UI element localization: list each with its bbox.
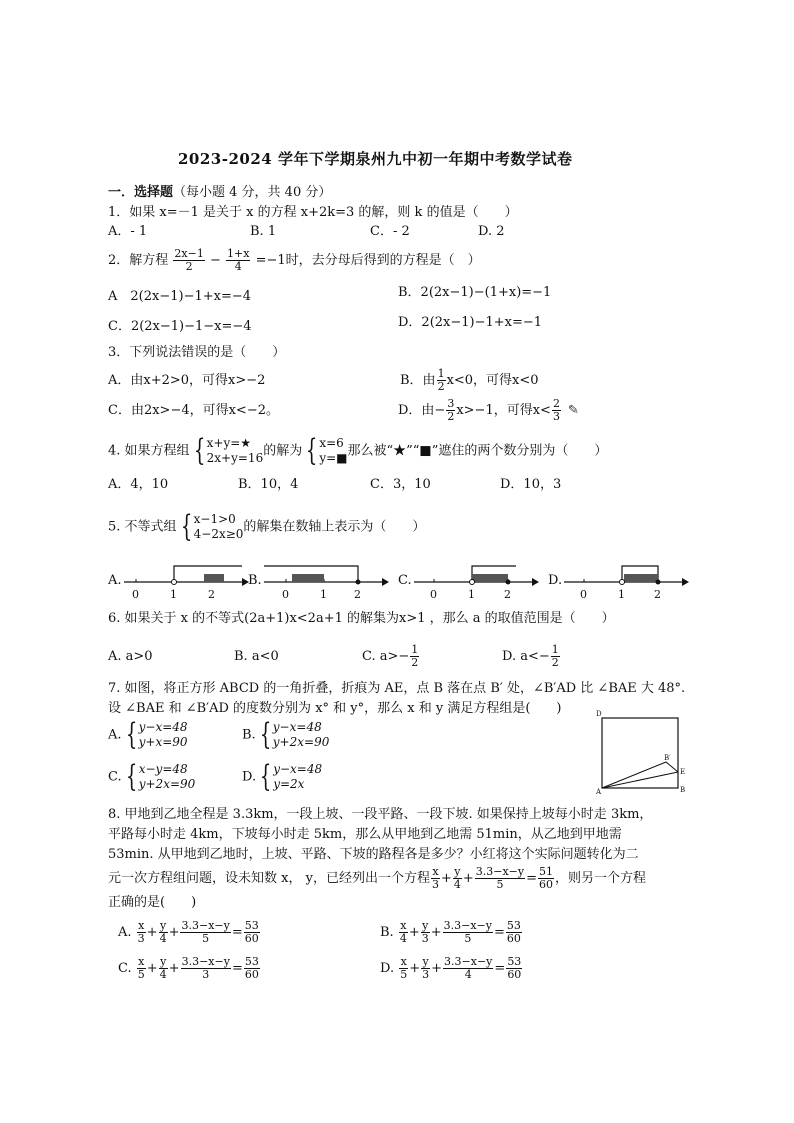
q4-system	[207, 436, 264, 466]
q8-c-f2	[159, 956, 168, 981]
q2-option-b: B．2(2x−1)−(1+x)=−1	[398, 285, 552, 300]
q8-a-f1-num: x	[138, 919, 145, 932]
q8-a-f4-num: 53	[244, 919, 259, 932]
q8-line4-post: ，则另一个方程	[555, 871, 647, 886]
q8-line-4: 元一次方程组问题，设未知数 x， y，已经列出一个方程 $\frac{x}{3}$ + $\frac{y}{4}$ + $\frac{3.3-x-y}{5}$ = $\frac{51}{60}$ ，则另一个方程	[108, 865, 647, 891]
q1-stem: 1．如果 x=－1 是关于 x 的方程 x+2k=3 的解，则 k 的值是（ ）	[108, 205, 518, 220]
q3-d-f1-num: 3	[447, 397, 455, 410]
q6-option-d	[502, 644, 561, 669]
q7-c-system	[139, 762, 196, 792]
q7-option-c	[108, 759, 196, 794]
q8-d-f3-den: 4	[464, 968, 472, 981]
q2-option-c: C．2(2x−1)−1−x=−4	[108, 319, 252, 334]
q2-f2-den: 4	[234, 260, 242, 273]
q8-b-f1	[399, 920, 408, 945]
q7-c-eq2: y+2x=90	[138, 777, 196, 791]
q8-d-f1-num: x	[400, 955, 407, 968]
q8-b-f1-den: 4	[399, 932, 407, 945]
q5-b-tick-0: 0	[282, 588, 289, 601]
q8-d-f3-num: 3.3−x−y	[444, 955, 493, 968]
q8-given-r: 51	[539, 865, 554, 878]
q8-a-f2	[159, 920, 168, 945]
q3-option-d	[398, 398, 562, 423]
q4-eq2: 2x+y=16	[206, 451, 264, 465]
q6-stem: 6. 如果关于 x 的不等式(2a+1)x<2a+1 的解集为x>1 ，那么 a 的取值范围是（ ）	[108, 611, 615, 626]
q4-stem	[108, 433, 608, 468]
q7-d-brace: {	[259, 759, 272, 794]
q4-stem-pre: 4. 如果方程组	[108, 443, 190, 459]
q2-option-d: D．2(2x−1)−1+x=−1	[398, 315, 543, 330]
q3-option-a: A．由x+2>0，可得x>−2	[108, 373, 266, 388]
folded-square-diagram	[596, 712, 686, 794]
q8-option-a: A. $\frac{x}{3}$ + $\frac{y}{4}$ + $\frac{3.3-x-y}{5}$ = $\frac{53}{60}$	[118, 919, 259, 945]
q3-b-den: 2	[437, 380, 445, 393]
fig-label-d: D	[596, 710, 602, 718]
q5-b-tick-2: 2	[354, 588, 361, 601]
q8-d-f2-den: 3	[422, 968, 430, 981]
q8-d-label: D.	[380, 961, 395, 976]
q4-option-a: A．4，10	[108, 477, 169, 492]
q5-c-tick-2: 2	[504, 588, 511, 601]
q6-d-num: 1	[551, 643, 559, 656]
section-note: （每小题 4 分，共 40 分）	[173, 185, 332, 200]
q8-given-rd: 60	[539, 878, 554, 891]
q7-b-eq1: y−x=48	[272, 720, 322, 734]
q1-option-b: B. 1	[250, 224, 277, 239]
q8-a-f4-den: 60	[244, 932, 259, 945]
q7-a-label: A.	[108, 727, 122, 743]
q8-c-f4	[244, 956, 260, 981]
q8-given-frac-4	[538, 866, 554, 891]
q8-b-f3-den: 5	[464, 932, 472, 945]
number-line-a	[122, 562, 250, 606]
q4-brace-1: {	[193, 433, 205, 468]
q8-line4-pre: 元一次方程组问题，设未知数 x， y，已经列出一个方程	[108, 871, 430, 886]
q8-b-label: B.	[380, 925, 394, 940]
q5-a-label: A.	[108, 573, 122, 588]
q3-d-f2-num: 2	[552, 397, 560, 410]
q5-b-label: B.	[248, 573, 262, 588]
q8-d-f3	[443, 956, 493, 981]
q2-option-a: A 2(2x−1)−1+x=−4	[108, 289, 252, 304]
exam-title: 2023-2024 学年下学期泉州九中初一年期中考数学试卷	[178, 150, 573, 168]
q7-option-d	[242, 759, 323, 794]
q4-option-d: D．10，3	[500, 477, 562, 492]
q6-option-b: B. a<0	[234, 649, 279, 664]
q8-b-f3	[443, 920, 493, 945]
q8-option-c: C. $\frac{x}{5}$ + $\frac{y}{4}$ + $\frac{3.3-x-y}{3}$ = $\frac{53}{60}$	[118, 955, 259, 981]
q4-brace-2: {	[306, 433, 318, 468]
q6-d-fraction	[551, 644, 560, 669]
q5-d-tick-2: 2	[654, 588, 661, 601]
q3-d-fraction-1	[446, 398, 455, 423]
q8-a-label: A.	[118, 925, 132, 940]
q8-line-5: 正确的是( )	[108, 895, 197, 910]
q7-a-eq2: y+x=90	[138, 735, 188, 749]
q8-b-f3-num: 3.3−x−y	[443, 919, 492, 932]
q8-option-b: B. $\frac{x}{4}$ + $\frac{y}{3}$ + $\frac{3.3-x-y}{5}$ = $\frac{53}{60}$	[380, 919, 521, 945]
q5-stem	[108, 509, 426, 544]
q7-b-brace: {	[259, 717, 271, 752]
q3-d-fraction-2	[552, 398, 561, 423]
q5-brace: {	[180, 509, 192, 544]
q8-c-f3-den: 3	[202, 968, 210, 981]
q8-d-f1	[399, 956, 408, 981]
q8-a-f3-den: 5	[202, 932, 210, 945]
q7-d-label: D.	[242, 769, 257, 785]
q7-c-eq1: x−y=48	[138, 762, 188, 776]
q3-d-pre: D．由−	[398, 403, 446, 418]
q8-given-cd: 5	[496, 878, 504, 891]
q8-given-frac-3	[475, 866, 525, 891]
q2-stem-post: =−1时，去分母后得到的方程是（ ）	[255, 253, 481, 268]
q8-a-f1	[137, 920, 146, 945]
q7-c-brace: {	[125, 759, 137, 794]
q7-a-system	[139, 720, 188, 750]
q8-d-f4-den: 60	[507, 968, 522, 981]
q8-given-frac-1	[431, 866, 440, 891]
q8-b-f1-num: x	[400, 919, 407, 932]
q8-c-f1	[137, 956, 146, 981]
q6-option-c	[362, 644, 420, 669]
q8-a-f3-num: 3.3−x−y	[181, 919, 230, 932]
q8-d-f4	[506, 956, 522, 981]
q7-b-eq2: y+2x=90	[272, 735, 330, 749]
q5-eq1: x−1>0	[193, 512, 236, 526]
q6-d-pre: D. a<−	[502, 649, 550, 664]
q7-d-system	[273, 762, 322, 792]
q8-c-f2-den: 4	[159, 968, 167, 981]
q5-c-tick-0: 0	[430, 588, 437, 601]
q3-b-post: x<0，可得x<0	[446, 373, 539, 388]
q3-option-b	[400, 368, 539, 393]
q8-a-f1-den: 3	[137, 932, 145, 945]
q4-eq1: x+y=★	[206, 436, 252, 450]
q8-given-a: x	[432, 865, 439, 878]
q8-line-1: 8. 甲地到乙地全程是 3.3km，一段上坡、一段平路、一段下坡. 如果保持上坡每小时走 3km，	[108, 807, 653, 822]
fig-label-e: E	[680, 768, 686, 776]
q8-c-f3-num: 3.3−x−y	[181, 955, 230, 968]
q8-given-ad: 3	[431, 878, 439, 891]
q7-figure	[596, 712, 686, 794]
q4-option-b: B．10，4	[238, 477, 299, 492]
q4-mid: 的解为	[263, 443, 303, 459]
q2-f1-den: 2	[185, 260, 193, 273]
q8-given-b: y	[454, 865, 461, 878]
q1-option-d: D. 2	[478, 224, 505, 239]
q7-option-b	[242, 717, 330, 752]
q3-b-num: 1	[437, 367, 445, 380]
q8-b-f4-num: 53	[506, 919, 521, 932]
q7-d-eq2: y=2x	[273, 777, 305, 791]
fig-label-a: A	[596, 788, 602, 796]
q8-d-f4-num: 53	[507, 955, 522, 968]
q8-given-frac-2	[453, 866, 462, 891]
q3-stem: 3．下列说法错误的是（ ）	[108, 345, 286, 360]
q4-solution	[319, 436, 347, 466]
q7-line-2: 设 ∠BAE 和 ∠B′AD 的度数分别为 x° 和 y°，那么 x 和 y 满足方程组是( )	[108, 701, 562, 716]
q6-c-pre: C. a>−	[362, 649, 410, 664]
q8-d-f2-num: y	[422, 955, 429, 968]
q5-b-tick-1: 1	[320, 588, 327, 601]
q7-b-label: B.	[242, 727, 256, 743]
q3-option-c: C．由2x>−4，可得x<−2。	[108, 403, 279, 418]
q7-d-eq1: y−x=48	[273, 762, 323, 776]
q5-stem-post: 的解集在数轴上表示为（ ）	[243, 519, 426, 535]
q1-option-c: C．- 2	[370, 224, 410, 239]
q3-b-fraction	[437, 368, 446, 393]
q8-c-f2-num: y	[160, 955, 167, 968]
q5-c-label: C.	[398, 573, 412, 588]
q2-f1-num: 2x−1	[174, 247, 204, 260]
q6-d-den: 2	[551, 656, 559, 669]
q5-a-tick-2: 2	[208, 588, 215, 601]
q2-fraction-1	[173, 248, 204, 273]
q4-option-c: C．3，10	[370, 477, 431, 492]
q3-d-f2-den: 3	[552, 410, 560, 423]
q4-stem-post: 那么被“★”“■”遮住的两个数分别为（ ）	[347, 443, 608, 459]
q8-a-f3	[180, 920, 230, 945]
q5-a-tick-1: 1	[170, 588, 177, 601]
fig-label-bprime: B′	[664, 754, 671, 762]
q5-c-tick-1: 1	[468, 588, 475, 601]
q8-d-f1-den: 5	[400, 968, 408, 981]
q5-d-tick-0: 0	[580, 588, 587, 601]
q5-eq2: 4−2x≥0	[193, 527, 244, 541]
q4-s1: x=6	[319, 436, 344, 450]
fig-label-b: B	[680, 786, 686, 794]
handwritten-scribble: ✎	[567, 402, 580, 419]
q8-b-f2-den: 3	[421, 932, 429, 945]
q8-a-f2-num: y	[159, 919, 167, 932]
q2-f2-num: 1+x	[227, 247, 250, 260]
q2-minus: −	[209, 253, 221, 268]
q8-b-f4-den: 60	[506, 932, 521, 945]
q8-option-d: D. $\frac{x}{5}$ + $\frac{y}{3}$ + $\frac{3.3-x-y}{4}$ = $\frac{53}{60}$	[380, 955, 522, 981]
q6-c-num: 1	[411, 643, 419, 656]
q5-system	[194, 512, 244, 542]
q8-d-f2	[421, 956, 430, 981]
q7-line-1: 7. 如图，将正方形 ABCD 的一角折叠，折痕为 AE，点 B 落在点 B′ 处，∠B′AD 比 ∠BAE 大 48°.	[108, 681, 686, 696]
section-label: 一．选择题	[108, 185, 174, 200]
q8-c-f1-den: 5	[137, 968, 145, 981]
q3-d-mid: x>−1，可得x<	[456, 403, 551, 418]
q8-line-3: 53min. 从甲地到乙地时，上坡、平路、下坡的路程各是多少？小红将这个实际问题转化为二	[108, 847, 639, 862]
section-header	[108, 184, 331, 202]
q5-stem-pre: 5. 不等式组	[108, 519, 177, 535]
q1-option-a: A．- 1	[108, 224, 148, 239]
q2-stem	[108, 248, 481, 273]
q8-b-f2-num: y	[422, 919, 429, 932]
q5-d-tick-1: 1	[618, 588, 625, 601]
q3-d-f1-den: 2	[447, 410, 455, 423]
q8-a-f4	[244, 920, 260, 945]
q7-b-system	[273, 720, 330, 750]
q7-a-brace: {	[125, 717, 137, 752]
q7-a-eq1: y−x=48	[138, 720, 188, 734]
q5-d-label: D.	[548, 573, 563, 588]
q4-s2: y=■	[319, 451, 348, 465]
q2-fraction-2	[226, 248, 250, 273]
q3-b-pre: B．由	[400, 373, 436, 388]
q8-c-f4-num: 53	[244, 955, 259, 968]
q7-option-a	[108, 717, 188, 752]
q8-c-f1-num: x	[138, 955, 145, 968]
q8-b-f2	[421, 920, 430, 945]
q6-c-den: 2	[411, 656, 419, 669]
q8-c-f4-den: 60	[244, 968, 259, 981]
q8-c-f3	[181, 956, 231, 981]
q8-a-f2-den: 4	[159, 932, 167, 945]
q6-option-a: A. a>0	[108, 649, 153, 664]
q8-given-bd: 4	[453, 878, 461, 891]
q8-c-label: C.	[118, 961, 132, 976]
q6-c-fraction	[410, 644, 419, 669]
q7-c-label: C.	[108, 769, 122, 785]
q5-a-tick-0: 0	[132, 588, 139, 601]
q8-given-c: 3.3−x−y	[475, 865, 525, 878]
q8-line-2: 平路每小时走 4km，下坡每小时走 5km，那么从甲地到乙地需 51min，从乙地到甲地需	[108, 827, 622, 842]
q8-b-f4	[506, 920, 522, 945]
q2-stem-pre: 2．解方程	[108, 253, 169, 268]
